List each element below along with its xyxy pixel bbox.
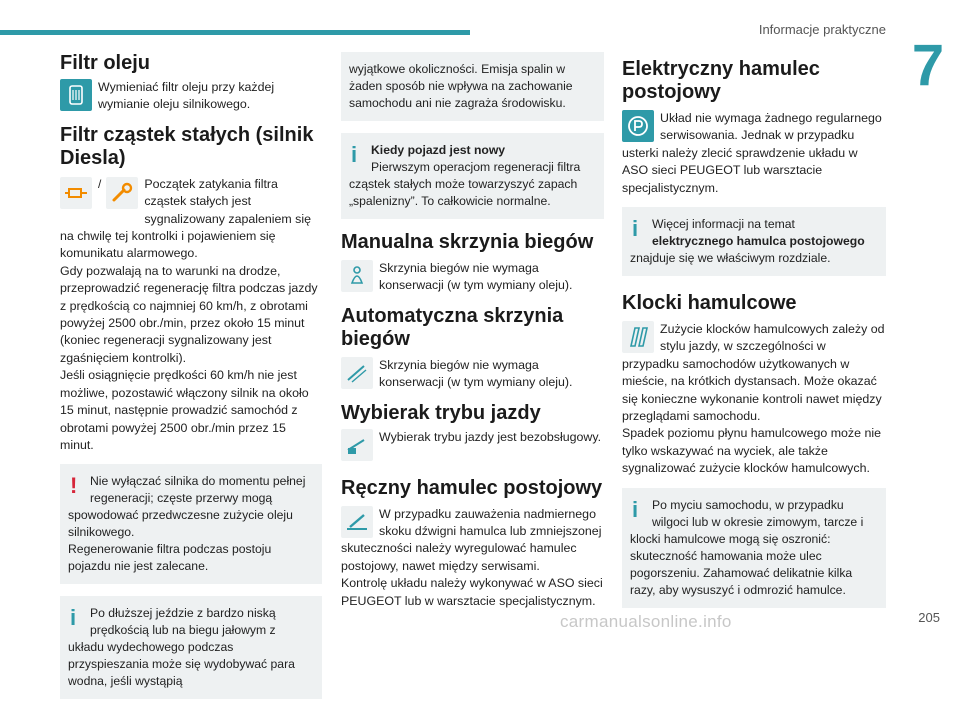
info-icon: i (70, 605, 77, 631)
section-electric-parking-brake (622, 58, 886, 197)
warning-exclamation-icon: ! (70, 473, 78, 499)
drive-selector-text: Wybierak trybu jazdy jest bezobsługowy. (379, 429, 602, 444)
brake-pads-text: Zużycie klocków hamulcowych zależy od stylu jazdy, w szczególności w przypadku samochodów użytkowanych w mieście, na krótkich dystansach. Może okazać się konieczne wykonanie kontroli nawet między przeglądami samochodu. (622, 322, 885, 424)
warning-text: Nie wyłączać silnika do momentu pełnej regeneracji; częste przerwy mogą spowodować przedwczesne zużycie oleju silnikowego. (68, 474, 306, 540)
hand-brake-text: W przypadku zauważenia nadmiernego skoku dźwigni hamulca lub zmniejszonej skuteczności należy wyregulować hamulec postojowy, nawet między serwisami. (341, 506, 602, 573)
particle-filter-text: Początek zatykania filtra cząstek stałych jest sygnalizowany zapaleniem się na chwilę tej kontrolki i pojawieniem się komunikatu alarmowego. (60, 176, 312, 261)
warning-box (60, 464, 322, 584)
info-continued-text: wyjątkowe okoliczności. Emisja spalin w żaden sposób nie wpływa na zachowanie samochodu ani nie zagraża środowisku. (349, 62, 573, 110)
particle-filter-paragraph-3: Jeśli osiągnięcie prędkości 60 km/h nie jest możliwe, pozostawić włączony silnik na około 15 minut, następnie prowadzić samochód z obrotami powyżej 2500 obr./min przez 15 minut. (60, 368, 309, 452)
section-drive-selector (341, 402, 604, 463)
info-box-continued (341, 52, 604, 121)
section-brake-pads (622, 292, 886, 478)
brake-frost-text: Po myciu samochodu, w przypadku wilgoci lub w okresie zimowym, tarcze i klocki hamulcowe mogą się oszronić: skuteczność hamowania może ulec pogorszeniu. Zahamować delikatnie kilka razy, aby wysuszyć i odmrozić hamulce. (630, 497, 864, 597)
info-icon: i (632, 216, 639, 242)
icon-separator: / (98, 176, 102, 191)
info-text: Po dłuższej jeździe z bardzo niską prędkością lub na biegu jałowym z układu wydechowego podczas przyspieszania może się wydobywać para wodna, jeśli wystąpią (68, 606, 295, 689)
drive-selector-icon (341, 429, 373, 461)
parking-brake-p-icon (622, 110, 654, 142)
particle-filter-title: Filtr cząstek stałych (silnik Diesla) (60, 123, 314, 169)
automatic-gearbox-text: Skrzynia biegów nie wymaga konserwacji (w tym wymiany oleju). (379, 357, 573, 390)
new-vehicle-title: Kiedy pojazd jest nowy (371, 143, 506, 157)
column-2 (341, 52, 604, 620)
running-header: Informacje praktyczne (758, 22, 886, 37)
new-vehicle-text: Pierwszym operacjom regeneracji filtra cząstek stałych może towarzyszyć zapach „spalenizny”. To całkowicie normalne. (349, 160, 581, 208)
dpf-warning-icon (60, 177, 92, 209)
chapter-number: 7 (911, 33, 945, 98)
column-1 (60, 52, 322, 711)
section-hand-brake (341, 477, 604, 610)
manual-gearbox-icon (341, 260, 373, 292)
particle-filter-paragraph-2: Gdy pozwalają na to warunki na drodze, przeprowadzić regenerację filtra podczas jazdy z prędkością co najmniej 60 km/h, z obrotami powyżej 2500 obr./min, przez około 15 minut (koniec regeneracji sygnalizowany jest zgaśnięciem kontrolki). (60, 263, 318, 365)
electric-parking-brake-title: Elektryczny hamulec postojowy (622, 58, 820, 103)
epb-info-text: Więcej informacji na temat elektrycznego hamulca postojowego znajduje się we właściwym rozdziale. (630, 217, 865, 266)
hand-brake-title: Ręczny hamulec postojowy (341, 476, 603, 499)
manual-gearbox-title: Manualna skrzynia biegów (341, 231, 594, 253)
brake-pads-text-2: Spadek poziomu płynu hamulcowego może nie tylko wskazywać na wyciek, ale także sygnalizować zużycie klocków hamulcowych. (622, 426, 881, 476)
section-manual-gearbox (341, 231, 604, 295)
section-automatic-gearbox (341, 305, 604, 392)
manual-gearbox-text: Skrzynia biegów nie wymaga konserwacji (w tym wymiany oleju). (379, 261, 573, 293)
info-icon: i (632, 496, 639, 522)
info-box-new-vehicle (341, 133, 604, 219)
info-box-epb (622, 207, 886, 276)
hand-brake-text-2: Kontrolę układu należy wykonywać w ASO sieci PEUGEOT lub w warsztacie specjalistycznym. (341, 576, 603, 608)
electric-parking-brake-text: Układ nie wymaga żadnego regularnego serwisowania. Jednak w przypadku usterki należy zlecić sprawdzenie układu w ASO sieci PEUGEOT lub warsztacie specjalistycznym. (622, 111, 882, 195)
info-icon: i (351, 142, 358, 167)
info-box-water-vapour (60, 596, 322, 699)
oil-filter-text: Wymieniać filtr oleju przy każdej wymianie oleju silnikowego. (98, 80, 275, 112)
service-wrench-icon (106, 177, 138, 209)
brake-pads-icon (622, 321, 654, 353)
warning-text-2: Regenerowanie filtra podczas postoju pojazdu nie jest zalecane. (68, 542, 272, 574)
page-number: 205 (918, 610, 940, 625)
watermark: carmanualsonline.info (560, 612, 732, 631)
automatic-gearbox-title: Automatyczna skrzynia biegów (341, 304, 564, 350)
section-oil-filter (60, 52, 322, 114)
automatic-gearbox-icon (341, 357, 373, 389)
header-accent-bar (0, 30, 470, 35)
oil-filter-icon (60, 79, 92, 111)
info-box-brake-frost (622, 488, 886, 608)
oil-filter-title: Filtr oleju (60, 52, 150, 74)
brake-pads-title: Klocki hamulcowe (622, 292, 797, 315)
drive-selector-title: Wybierak trybu jazdy (341, 401, 541, 424)
hand-brake-icon (341, 506, 373, 538)
column-3 (622, 52, 886, 620)
section-particle-filter (60, 124, 322, 455)
